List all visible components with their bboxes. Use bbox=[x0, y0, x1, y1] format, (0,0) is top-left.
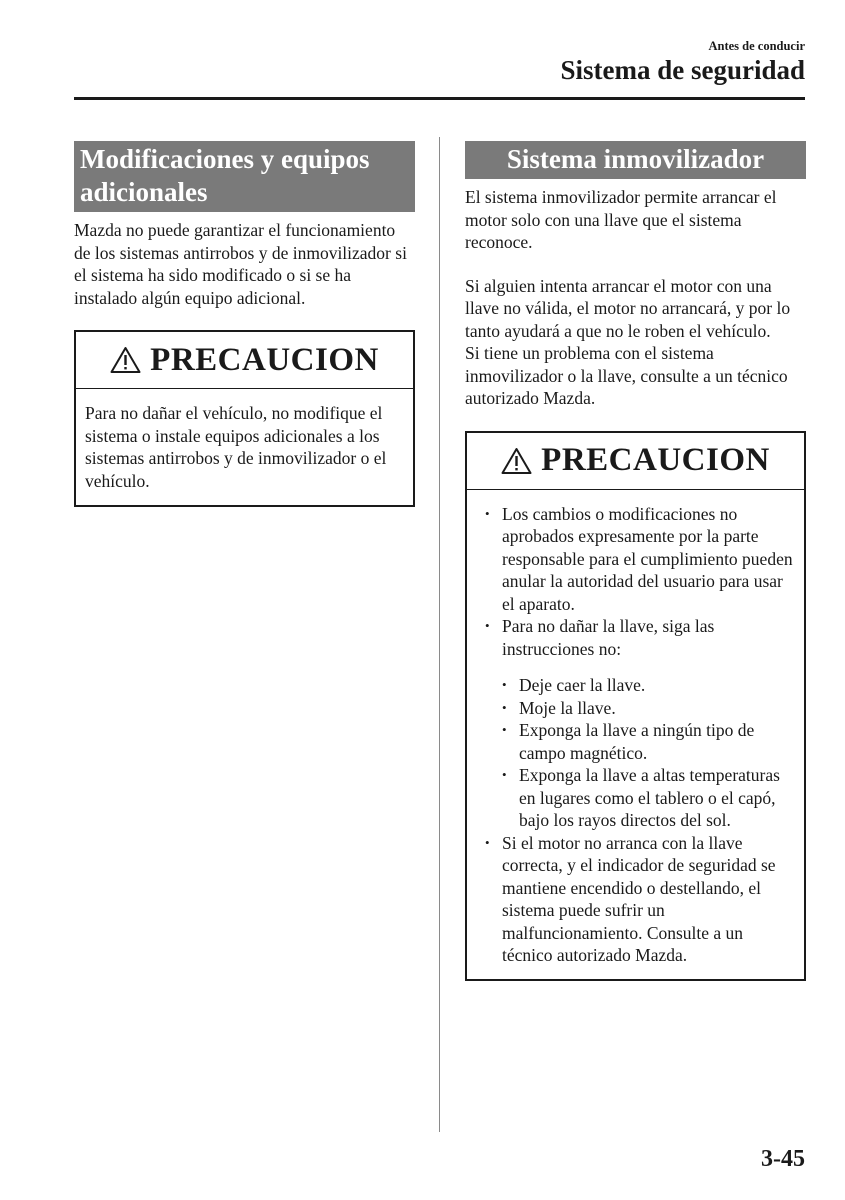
sub-list-item: • Exponga la llave a ningún tipo de campo magnético. bbox=[502, 719, 796, 764]
page-section-title: Sistema de seguridad bbox=[560, 55, 805, 85]
caution-title: PRECAUCION bbox=[541, 442, 770, 478]
left-column bbox=[74, 141, 415, 507]
list-item-text: Si el motor no arranca con la llave correcta, y el indicador de seguridad se mantiene encendido o destellando, el sistema puede sufrir un malfuncionamiento. Consulte a un técnico autorizado Mazda. bbox=[502, 832, 776, 965]
header-rule bbox=[74, 97, 805, 100]
inmovilizador-paragraph-3: Si tiene un problema con el sistema inmovilizador o la llave, consulte a un técnico autorizado Mazda. bbox=[465, 343, 788, 408]
inmovilizador-paragraph-2: Si alguien intenta arrancar el motor con una llave no válida, el motor no arrancará, y por lo tanto ayudará a que no le roben el vehículo. bbox=[465, 275, 791, 341]
list-item bbox=[485, 832, 796, 967]
sub-bullet-list bbox=[502, 674, 796, 832]
chapter-label: Antes de conducir bbox=[708, 39, 805, 53]
list-item-text: Los cambios o modificaciones no aprobados expresamente por la parte responsable para el cumplimiento pueden anular la autoridad del usuario para usar el aparato. bbox=[502, 503, 793, 614]
caution-header bbox=[467, 433, 804, 490]
modificaciones-paragraph: Mazda no puede garantizar el funcionamiento de los sistemas antirrobos y de inmovilizador si el sistema ha sido modificado o si se ha instalado algún equipo adicional. bbox=[74, 220, 407, 308]
section-heading-modificaciones: Modificaciones y equipos adicionales bbox=[74, 141, 415, 212]
section-heading-inmovilizador: Sistema inmovilizador bbox=[465, 141, 806, 179]
sub-list-item: • Deje caer la llave. bbox=[502, 674, 796, 697]
list-item bbox=[485, 503, 796, 616]
sub-list-item: • Moje la llave. bbox=[502, 697, 796, 720]
caution-box-right bbox=[465, 431, 806, 981]
caution-header bbox=[76, 332, 413, 389]
list-item-text: Para no dañar la llave, siga las instrucciones no: bbox=[502, 616, 715, 659]
caution-bullets bbox=[467, 490, 804, 979]
caution-title: PRECAUCION bbox=[150, 341, 379, 378]
sub-list-item: • Exponga la llave a altas temperaturas en lugares como el tablero o el capó, bajo los rayos directos del sol. bbox=[502, 764, 796, 832]
caution-box-left bbox=[74, 330, 415, 507]
list-item bbox=[485, 615, 796, 832]
right-column bbox=[465, 141, 806, 981]
bullet-list bbox=[485, 503, 796, 967]
inmovilizador-paragraph-1: El sistema inmovilizador permite arrancar el motor solo con una llave que el sistema reconoce. bbox=[465, 187, 777, 252]
warning-triangle-icon bbox=[501, 447, 532, 475]
caution-text: Para no dañar el vehículo, no modifique el sistema o instale equipos adicionales a los sistemas antirrobos y de inmovilizador o el vehículo. bbox=[85, 403, 387, 491]
page-number: 3-45 bbox=[761, 1146, 805, 1172]
warning-triangle-icon bbox=[110, 346, 141, 374]
column-divider bbox=[439, 137, 440, 1132]
